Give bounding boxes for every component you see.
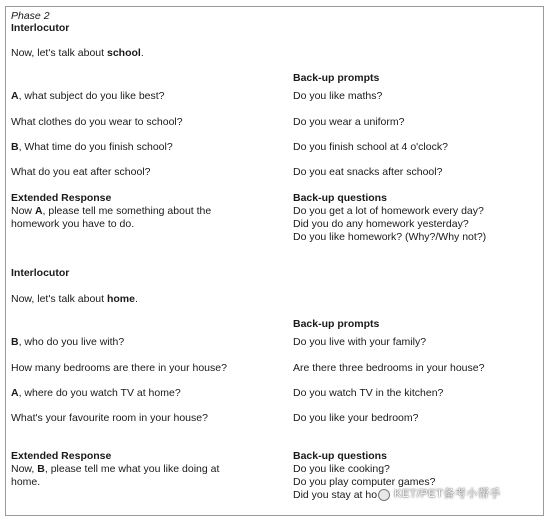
section2-prompt-3: Do you watch TV in the kitchen?: [293, 387, 444, 399]
section2-intro: Now, let's talk about home.: [11, 293, 138, 305]
section1-backup-question-1: Do you get a lot of homework every day?: [293, 205, 484, 217]
watermark: KET/PET备考小帮手: [394, 488, 501, 500]
section1-question-2: What clothes do you wear to school?: [11, 116, 183, 128]
section2-prompt-2: Are there three bedrooms in your house?: [293, 362, 485, 374]
section2-question-3: A, where do you watch TV at home?: [11, 387, 181, 399]
section2-backup-question-2: Do you play computer games?: [293, 476, 436, 488]
watermark-logo-icon: [378, 489, 390, 501]
section1-backup-question-3: Do you like homework? (Why?/Why not?): [293, 231, 487, 243]
section2-question-4: What's your favourite room in your house?: [11, 412, 208, 424]
section2-backup-questions-heading: Back-up questions: [293, 450, 387, 462]
section1-extended-line-1: Now A, please tell me something about the: [11, 205, 212, 217]
section1-extended-line-2: homework you have to do.: [11, 218, 135, 230]
section2-backup-question-1: Do you like cooking?: [293, 463, 390, 475]
section1-prompt-3: Do you finish school at 4 o'clock?: [293, 141, 448, 153]
section1-backup-question-2: Did you do any homework yesterday?: [293, 218, 469, 230]
section2-backup-question-3: Did you stay at ho: [293, 489, 378, 501]
section2-extended-heading: Extended Response: [11, 450, 112, 462]
section1-prompt-4: Do you eat snacks after school?: [293, 166, 443, 178]
section1-prompt-1: Do you like maths?: [293, 90, 383, 102]
section1-extended-heading: Extended Response: [11, 192, 112, 204]
section2-extended-line-1: Now, B, please tell me what you like doing at: [11, 463, 220, 475]
section2-heading: Interlocutor: [11, 267, 70, 279]
section2-question-1: B, who do you live with?: [11, 336, 125, 348]
section1-intro: Now, let's talk about school.: [11, 47, 144, 59]
phase-label: Phase 2: [11, 10, 50, 22]
section2-prompt-4: Do you like your bedroom?: [293, 412, 419, 424]
section1-question-3: B, What time do you finish school?: [11, 141, 173, 153]
section2-prompt-1: Do you live with your family?: [293, 336, 427, 348]
section2-backup-prompts-heading: Back-up prompts: [293, 318, 380, 330]
section1-heading: Interlocutor: [11, 22, 70, 34]
section1-question-1: A, what subject do you like best?: [11, 90, 165, 102]
section1-question-4: What do you eat after school?: [11, 166, 151, 178]
section2-extended-line-2: home.: [11, 476, 41, 488]
document-frame: [5, 6, 544, 516]
section2-question-2: How many bedrooms are there in your house?: [11, 362, 227, 374]
section1-backup-questions-heading: Back-up questions: [293, 192, 387, 204]
section1-prompt-2: Do you wear a uniform?: [293, 116, 405, 128]
section1-backup-prompts-heading: Back-up prompts: [293, 72, 380, 84]
